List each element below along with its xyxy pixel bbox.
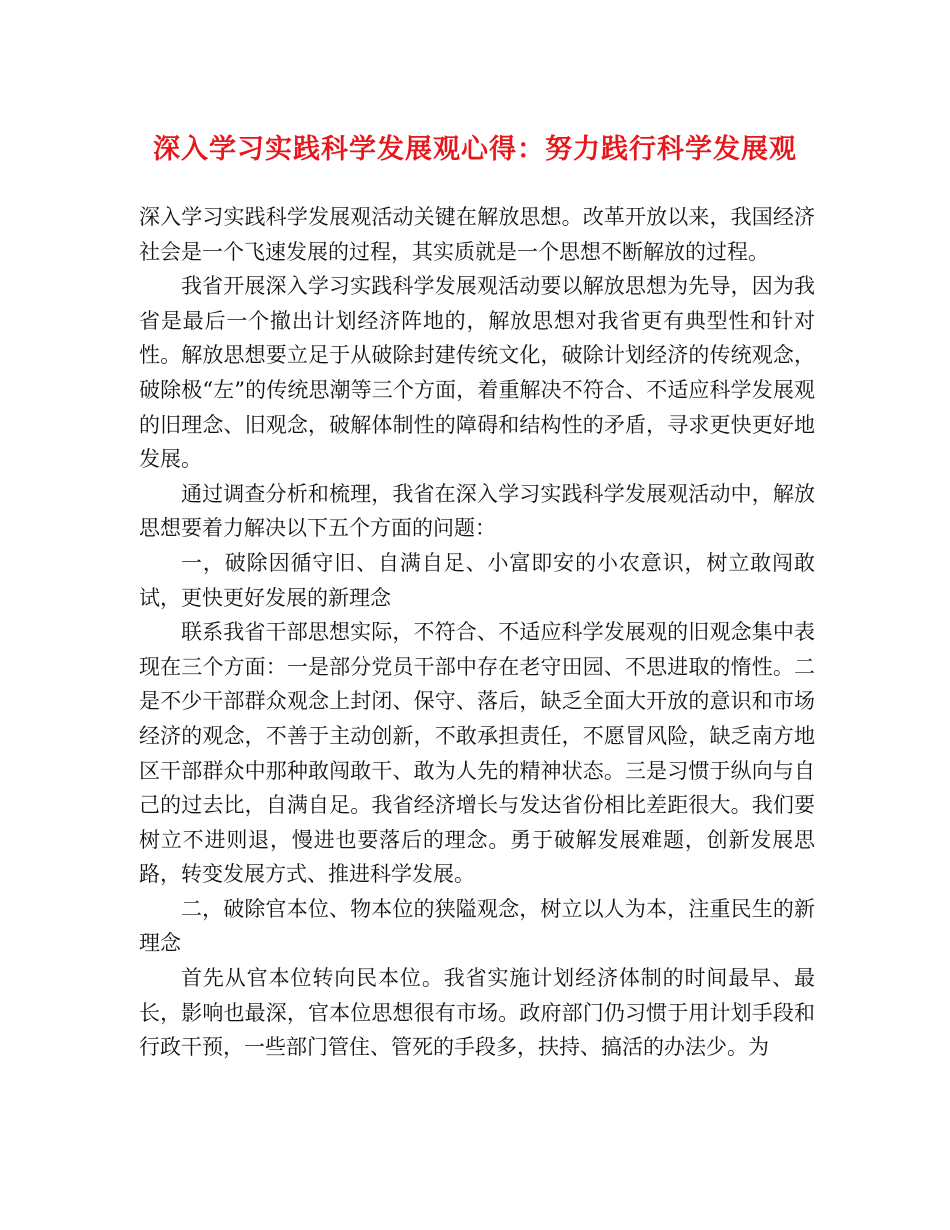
paragraph: 联系我省干部思想实际，不符合、不适应科学发展观的旧观念集中表现在三个方面：一是部分党员干部中存在老守田园、不思进取的惰性。二是不少干部群众观念上封闭、保守、落后，缺乏全面大开放的意识和市场经济的观念，不善于主动创新，不敢承担责任，不愿冒风险，缺乏南方地区干部群众中那种敢闯敢干、敢为人先的精神状态。三是习惯于纵向与自己的过去比，自满自足。我省经济增长与发达省份相比差距很大。我们要树立不进则退，慢进也要落后的理念。勇于破解发展难题，创新发展思路，转变发展方式、推进科学发展。 xyxy=(139,620,815,887)
document-body xyxy=(139,200,815,1065)
document-title: 深入学习实践科学发展观心得：努力践行科学发展观 xyxy=(153,134,797,165)
section-heading: 一，破除因循守旧、自满自足、小富即安的小农意识，树立敢闯敢试，更快更好发展的新理念 xyxy=(139,550,815,610)
paragraph: 通过调查分析和梳理，我省在深入学习实践科学发展观活动中，解放思想要着力解决以下五个方面的问题： xyxy=(139,481,815,541)
paragraph: 深入学习实践科学发展观活动关键在解放思想。改革开放以来，我国经济社会是一个飞速发展的过程，其实质就是一个思想不断解放的过程。 xyxy=(139,205,815,264)
paragraph: 我省开展深入学习实践科学发展观活动要以解放思想为先导，因为我省是最后一个撤出计划经济阵地的，解放思想对我省更有典型性和针对性。解放思想要立足于从破除封建传统文化，破除计划经济的传统观念，破除极“左”的传统思潮等三个方面，着重解决不符合、不适应科学发展观的旧理念、旧观念，破解体制性的障碍和结构性的矛盾，寻求更快更好地发展。 xyxy=(139,274,815,472)
paragraph: 首先从官本位转向民本位。我省实施计划经济体制的时间最早、最长，影响也最深，官本位思想很有市场。政府部门仍习惯于用计划手段和行政干预，一些部门管住、管死的手段多，扶持、搞活的办法少。为 xyxy=(139,966,815,1060)
section-heading: 二，破除官本位、物本位的狭隘观念，树立以人为本，注重民生的新理念 xyxy=(139,896,815,956)
